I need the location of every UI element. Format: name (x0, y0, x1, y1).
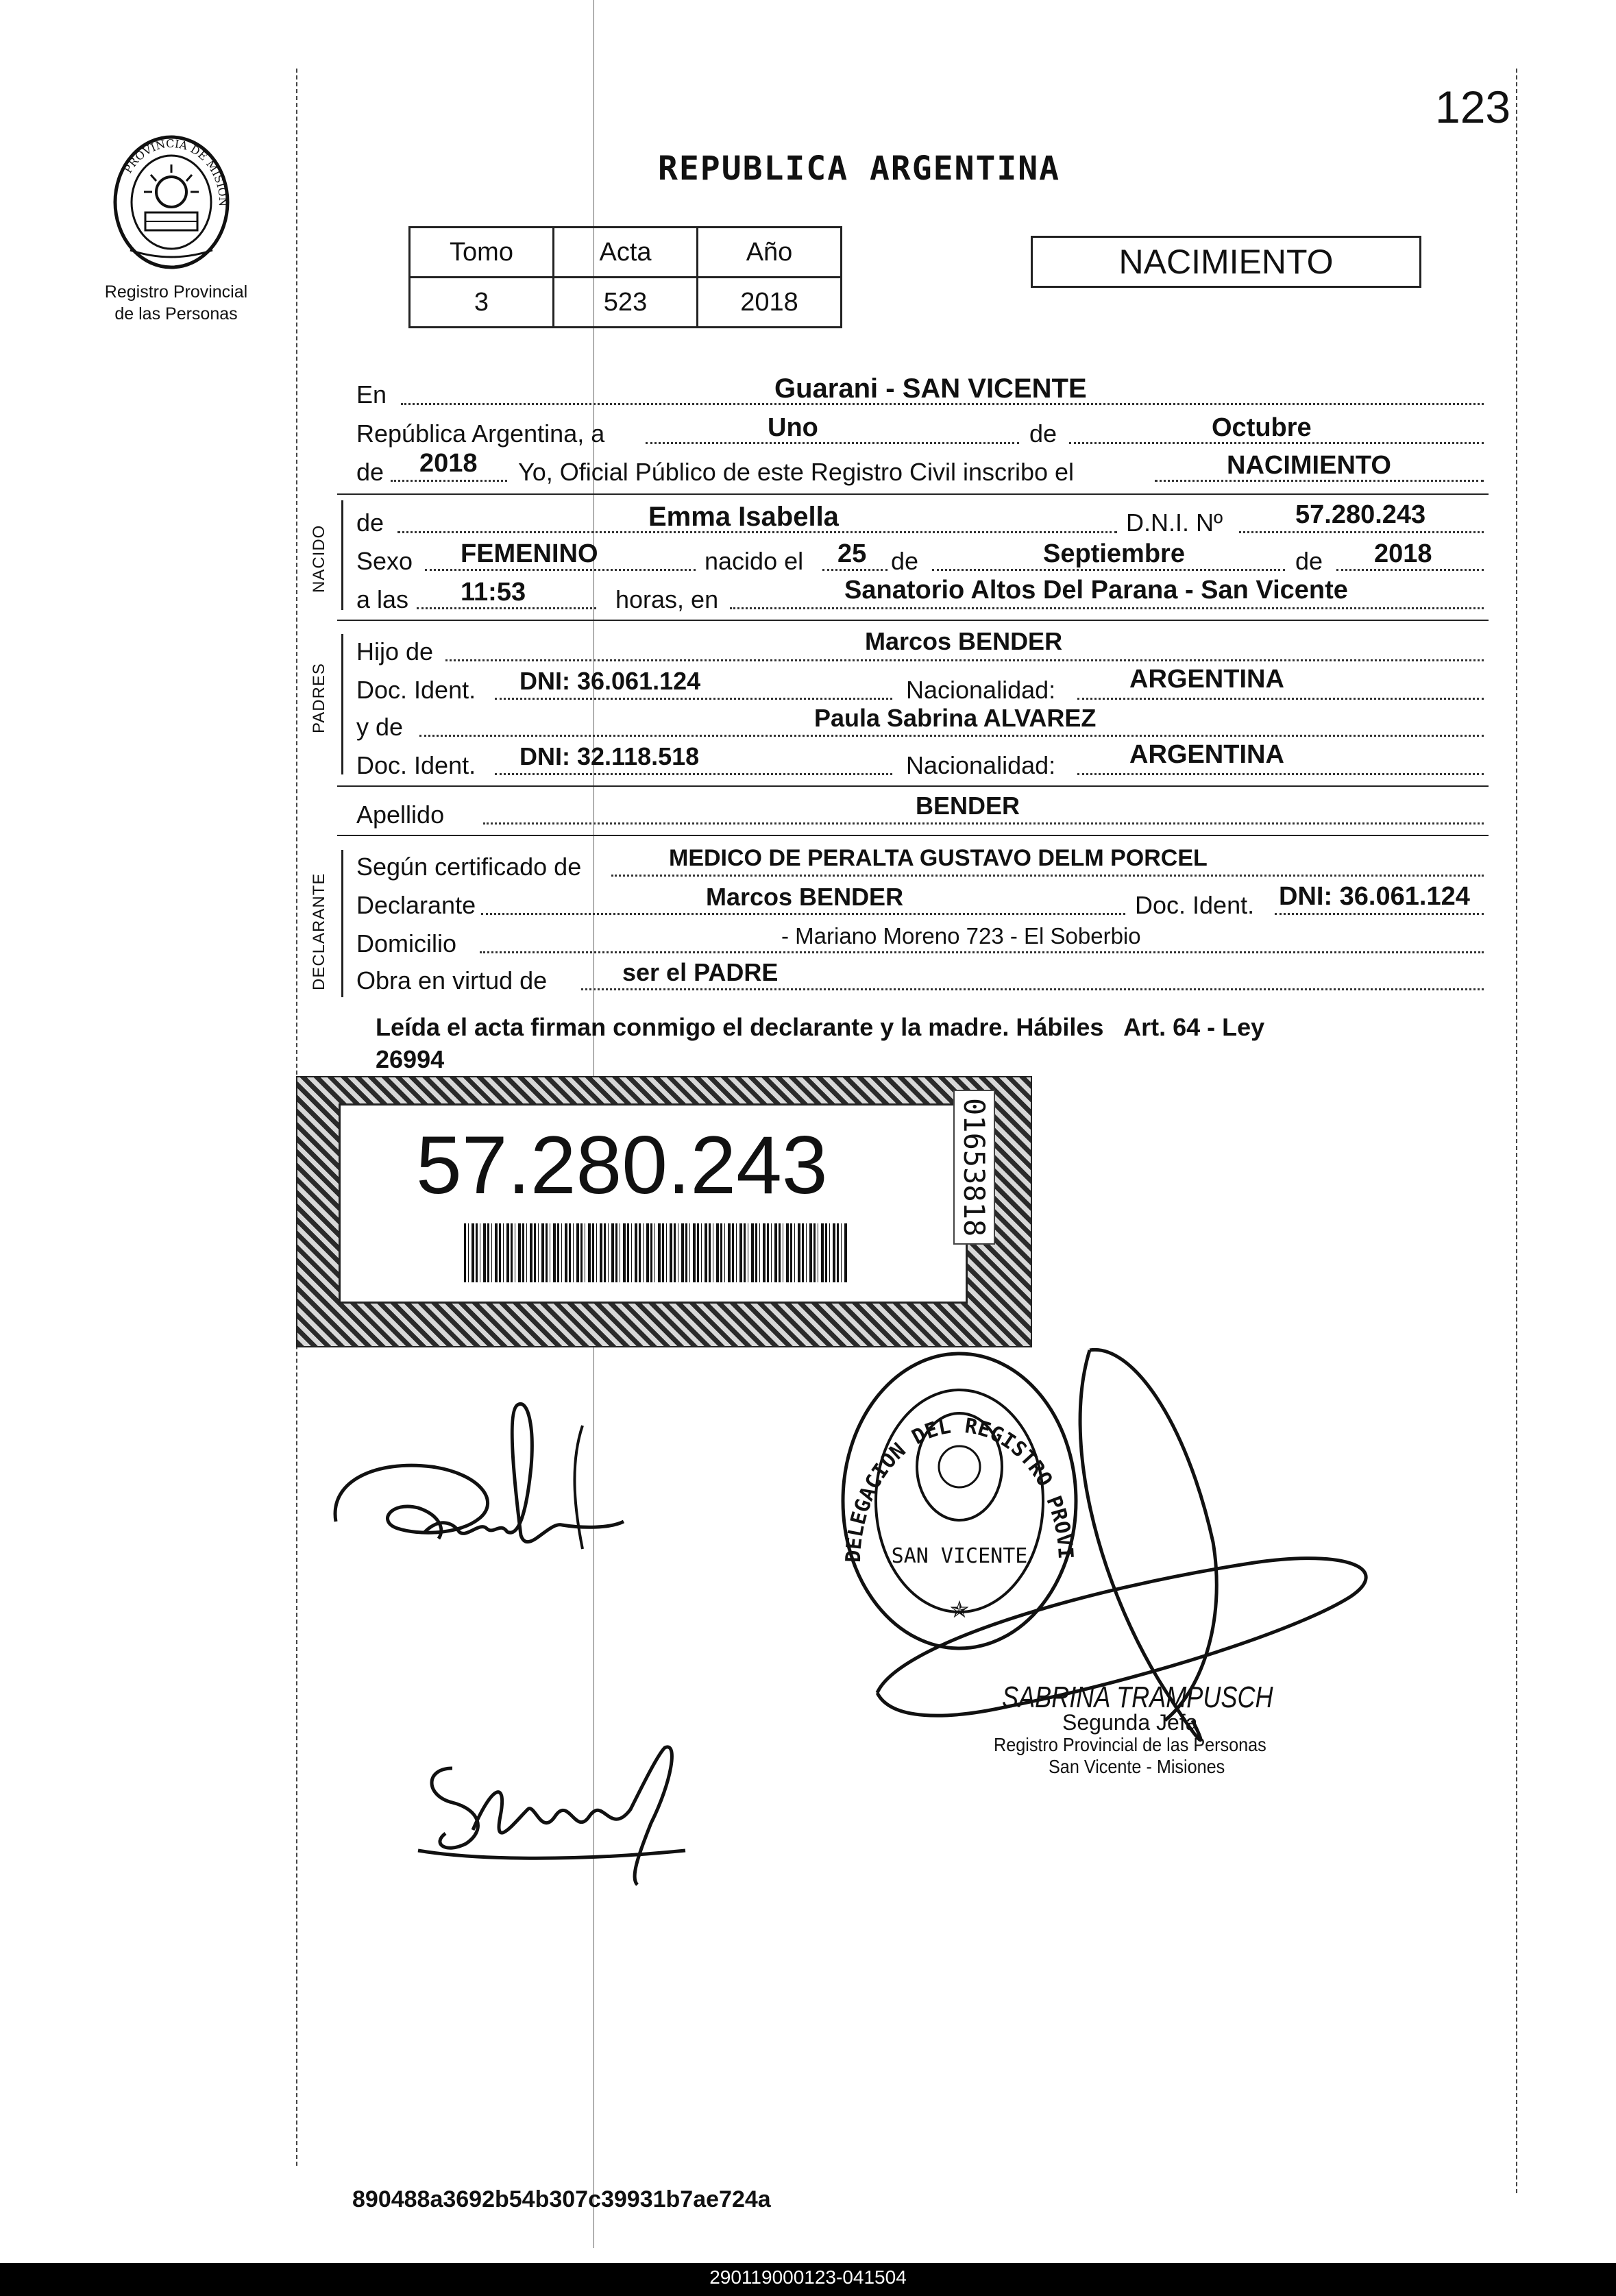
registry-header-ano: Año (698, 228, 842, 278)
dots-mes-nac (932, 569, 1285, 571)
value-madre: Paula Sabrina ALVAREZ (814, 704, 1097, 732)
label-doc-ident1: Doc. Ident. (356, 676, 476, 704)
value-declarante: Marcos BENDER (706, 883, 904, 911)
official-office: Registro Provincial de las Personas (994, 1734, 1266, 1755)
registry-table (408, 226, 842, 328)
value-obra: ser el PADRE (622, 958, 779, 986)
value-dni: 57.280.243 (1295, 500, 1426, 529)
declarante-bracket (341, 850, 343, 997)
dots-declarante (481, 913, 1125, 915)
value-hora: 11:53 (461, 578, 526, 607)
label-yo: Yo, Oficial Público de este Registro Civil inscribo el (518, 458, 1075, 486)
value-ano: 2018 (419, 449, 478, 478)
document-hash: 890488a3692b54b307c39931b7ae724a (352, 2186, 771, 2212)
dots-declarante-doc (1275, 913, 1484, 915)
label-dni: D.N.I. Nº (1126, 509, 1223, 537)
value-padre-nac: ARGENTINA (1129, 665, 1284, 694)
right-margin-line (1516, 69, 1517, 2193)
dots-ano (391, 480, 507, 482)
label-declarante: Declarante (356, 891, 476, 919)
side-label-padres: PADRES (310, 663, 328, 733)
label-doc-ident2: Doc. Ident. (356, 751, 476, 779)
svg-text:DELEGACION DEL REGISTRO PROVIN: DELEGACION DEL REGISTRO PROVI (841, 1414, 1078, 1563)
label-de-nombre: de (356, 509, 384, 537)
label-sexo: Sexo (356, 547, 413, 575)
doc-type-box: NACIMIENTO (1031, 236, 1421, 288)
separator-4 (337, 835, 1489, 836)
label-segun: Según certificado de (356, 853, 582, 881)
label-hijo-de: Hijo de (356, 637, 434, 665)
official-place: San Vicente - Misiones (1049, 1756, 1225, 1777)
label-nacionalidad2: Nacionalidad: (906, 751, 1056, 779)
official-role: Segunda Jefa (1062, 1710, 1198, 1735)
dots-domicilio (480, 951, 1484, 953)
label-nacionalidad1: Nacionalidad: (906, 676, 1056, 704)
value-ano-nac: 2018 (1374, 539, 1432, 568)
label-obra: Obra en virtud de (356, 966, 548, 994)
dots-obra (581, 988, 1484, 990)
page-number: 123 (1435, 82, 1511, 132)
signature-declarante (322, 1398, 658, 1597)
side-label-nacido: NACIDO (310, 524, 328, 593)
value-domicilio: - Mariano Moreno 723 - El Soberbio (781, 923, 1141, 949)
padres-bracket (341, 634, 343, 774)
label-republica: República Argentina, a (356, 419, 605, 448)
value-mes: Octubre (1212, 413, 1312, 442)
dots-padre-doc (495, 698, 892, 700)
signature-madre (411, 1741, 713, 1892)
label-de-mes2: de (891, 547, 919, 575)
dots-sexo (425, 569, 696, 571)
registry-value-tomo: 3 (410, 278, 554, 328)
value-madre-doc: DNI: 32.118.518 (519, 742, 700, 770)
dots-dni (1239, 531, 1484, 533)
registry-header-tomo: Tomo (410, 228, 554, 278)
registry-header-acta: Acta (554, 228, 698, 278)
dots-dia (646, 442, 1019, 444)
closing-line-2: 26994 (376, 1045, 445, 1073)
svg-text:SAN VICENTE: SAN VICENTE (891, 1544, 1028, 1568)
nacido-bracket (341, 500, 343, 610)
dots-padre (445, 659, 1484, 661)
label-de-ano: de (356, 458, 384, 486)
dots-padre-nac (1077, 698, 1484, 700)
province-logo (103, 123, 240, 274)
svg-text:PROVINCIA DE MISIONES: PROVINCIA DE MISION (121, 136, 230, 207)
official-name: SABRINA TRAMPUSCH (1002, 1681, 1273, 1714)
separator-1 (337, 493, 1489, 495)
value-nombre: Emma Isabella (648, 502, 839, 532)
dots-madre (419, 735, 1484, 737)
dots-madre-nac (1077, 773, 1484, 775)
logo-caption-1: Registro Provincial (104, 282, 248, 302)
registry-value-ano: 2018 (698, 278, 842, 328)
label-domicilio: Domicilio (356, 929, 457, 957)
value-mes-nac: Septiembre (1043, 539, 1185, 568)
signature-official (870, 1336, 1391, 1816)
separator-3 (337, 785, 1489, 787)
footer-code: 290119000123-041504 (709, 2267, 907, 2288)
closing-line-1: Leída el acta firman conmigo el declarante y la madre. Hábiles Art. 64 - Ley (376, 1013, 1265, 1041)
value-lugar: Guarani - SAN VICENTE (774, 374, 1087, 404)
value-lugar-nac: Sanatorio Altos Del Parana - San Vicente (844, 576, 1348, 604)
label-apellido: Apellido (356, 801, 445, 829)
registry-value-acta: 523 (554, 278, 698, 328)
label-a-las: a las (356, 585, 409, 613)
value-padre-doc: DNI: 36.061.124 (519, 667, 701, 695)
sticker-number: 57.280.243 (416, 1119, 828, 1211)
sticker-barcode (464, 1223, 848, 1282)
dots-certificado (611, 875, 1484, 877)
value-dia-nac: 25 (837, 539, 867, 568)
svg-text:✯: ✯ (949, 1597, 970, 1623)
value-certificado: MEDICO DE PERALTA GUSTAVO DELM PORCEL (669, 845, 1208, 871)
value-padre: Marcos BENDER (865, 627, 1063, 655)
label-doc-ident3: Doc. Ident. (1135, 891, 1255, 919)
dots-hora (417, 607, 596, 609)
dots-ano-nac (1336, 569, 1484, 571)
logo-caption-2: de las Personas (114, 304, 238, 323)
label-de-ano2: de (1295, 547, 1323, 575)
label-nacido-el: nacido el (705, 547, 804, 575)
label-en: En (356, 380, 387, 408)
dots-madre-doc (495, 773, 892, 775)
dots-lugar-nac (730, 607, 1484, 609)
page-title: REPUBLICA ARGENTINA (658, 149, 1061, 188)
label-horas-en: horas, en (615, 585, 719, 613)
value-apellido: BENDER (916, 792, 1020, 820)
value-sexo: FEMENINO (461, 539, 598, 568)
value-dia: Uno (768, 413, 818, 442)
label-de-mes: de (1029, 419, 1057, 448)
sticker-inner (339, 1103, 968, 1304)
value-declarante-doc: DNI: 36.061.124 (1279, 882, 1470, 911)
dots-dia-nac (822, 569, 887, 571)
sticker-serial: 01653818 (953, 1090, 995, 1245)
value-madre-nac: ARGENTINA (1129, 740, 1284, 769)
side-label-declarante: DECLARANTE (310, 872, 328, 990)
dots-apellido (483, 822, 1484, 825)
separator-2 (337, 620, 1489, 621)
value-tipo: NACIMIENTO (1227, 451, 1391, 480)
label-y-de: y de (356, 713, 404, 741)
